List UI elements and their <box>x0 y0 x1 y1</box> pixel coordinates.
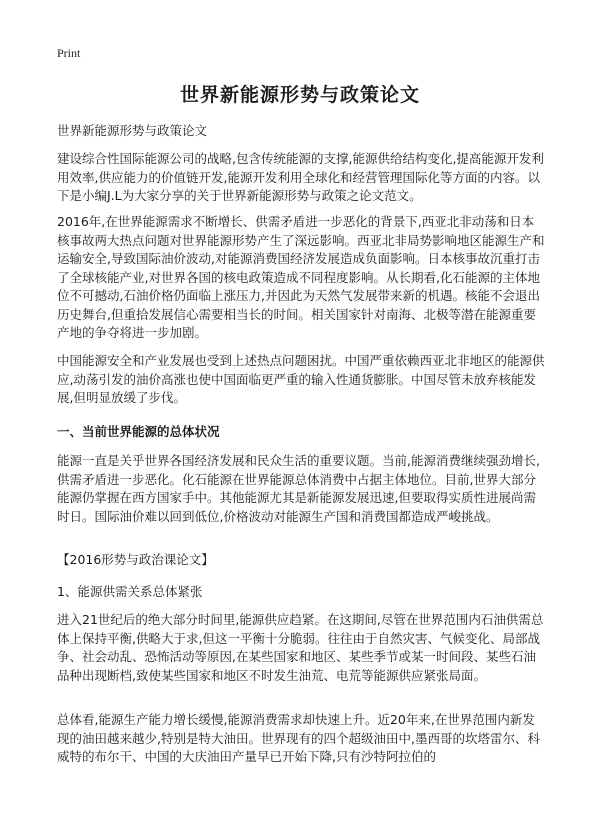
paragraph-2016: 2016年,在世界能源需求不断增长、供需矛盾进一步恶化的背景下,西亚北非动荡和日本核事故两大热点问题对世界能源形势产生了深远影响。西亚北非局势影响地区能源生产和运输安全,导致国际油价波动,对能源消费国经济发展造成负面影响。日本核事故沉重打击了全球核能产业,对世界各国的核电政策造成不同程度影响。从长期看,化石能源的主体地位不可撼动,石油价格仍面临上涨压力,并因此为天然气发展带来新的机遇。核能不会退出历史舞台,但重拾发展信心需要相当长的时间。相关国家针对南海、北极等潜在能源重要产地的争夺将进一步加剧。 <box>57 214 545 340</box>
paragraph-overview: 能源一直是关乎世界各国经济发展和民众生活的重要议题。当前,能源消费继续强劲增长,供需矛盾进一步恶化。化石能源在世界能源总体消费中占据主体地位。目前,世界大部分能源仍掌握在西方国家手中。其他能源尤其是新能源发展迅速,但要取得实质性进展尚需时日。国际油价难以回到低位,价格波动对能源生产国和消费国都造成严峻挑战。 <box>57 453 540 524</box>
paragraph-china: 中国能源安全和产业发展也受到上述热点问题困扰。中国严重依赖西亚北非地区的能源供应,动荡引发的油价高涨也使中国面临更严重的输入性通货膨胀。中国尽管未放弃核能发展,但明显放缓了步伐。 <box>57 353 545 405</box>
print-link[interactable]: Print <box>57 46 81 60</box>
page-title: 世界新能源形势与政策论文 <box>179 84 420 106</box>
paragraph-supply: 进入21世纪后的绝大部分时间里,能源供应趋紧。在这期间,尽管在世界范围内石油供需总体上保持平衡,供略大于求,但这一平衡十分脆弱。往往由于自然灾害、气候变化、局部战争、社会动乱、恐怖活动等原因,在某些国家和地区、某些季节或某一时间段、某些石油品种出现断档,致使某些国家和地区不时发生油荒、电荒等能源供应紧张局面。 <box>57 612 544 683</box>
paragraph-capacity: 总体看,能源生产能力增长缓慢,能源消费需求却快速上升。近20年来,在世界范围内新发现的油田越来越少,特别是特大油田。世界现有的四个超级油田中,墨西哥的坎塔雷尔、科威特的布尔干、中国的大庆油田产量早已开始下降,只有沙特阿拉伯的 <box>57 712 540 764</box>
paragraph-intro: 建设综合性国际能源公司的战略,包含传统能源的支撑,能源供给结构变化,提高能源开发利用效率,供应能力的价值链开发,能源开发利用全球化和经营管理国际化等方面的内容。以下是小编J.L为大家分享的关于世界新能源形势与政策之论文范文。 <box>57 151 544 203</box>
bracket-heading: 【2016形势与政治课论文】 <box>57 552 214 567</box>
section-heading-1: 一、当前世界能源的总体状况 <box>57 424 220 439</box>
document-subtitle: 世界新能源形势与政策论文 <box>57 123 208 138</box>
subsection-heading-1: 1、能源供需关系总体紧张 <box>57 584 203 599</box>
